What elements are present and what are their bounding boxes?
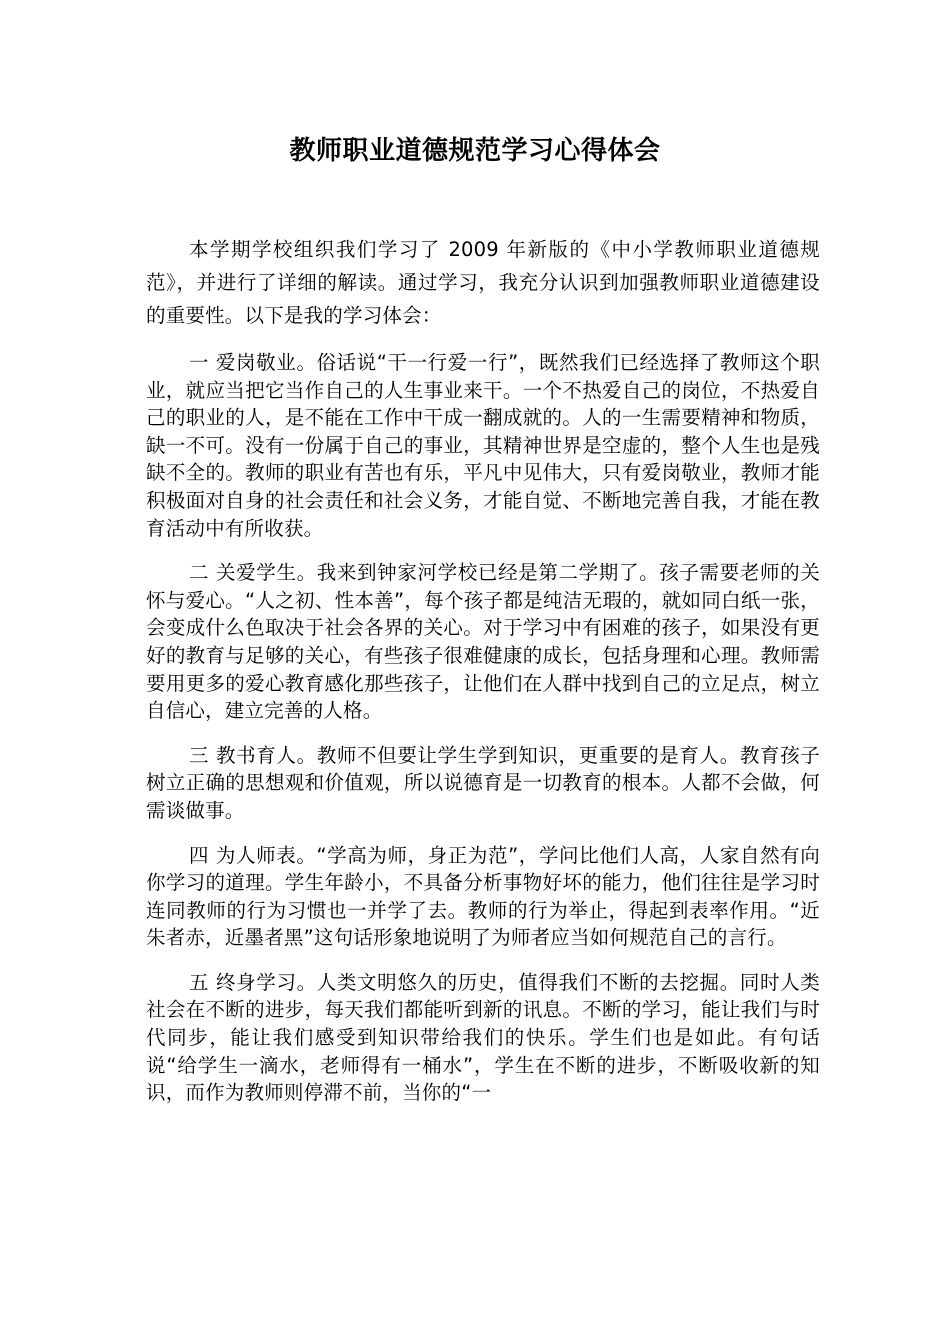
paragraph-love-job: 一 爱岗敬业。俗话说“干一行爱一行”，既然我们已经选择了教师这个职业，就应当把它当作自己的人生事业来干。一个不热爱自己的岗位，不热爱自己的职业的人，是不能在工作中干成一翻成就的。人的一生需要精神和物质，缺一不可。没有一份属于自己的事业，其精神世界是空虚的，整个人生也是残缺不全的。教师的职业有苦也有乐，平凡中见伟大，只有爱岗敬业，教师才能积极面对自身的社会责任和社会义务，才能自觉、不断地完善自我，才能在教育活动中有所收获。 bbox=[146, 351, 820, 540]
paragraph-role-model: 四 为人师表。“学高为师，身正为范”，学问比他们人高，人家自然有向你学习的道理。学生年龄小，不具备分析事物好坏的能力，他们往往是学习时连同教师的行为习惯也一并学了去。教师的行为举止，得起到表率作用。“近朱者赤，近墨者黑”这句话形象地说明了为师者应当如何规范自己的言行。 bbox=[146, 843, 820, 950]
paragraph-lifelong-learning: 五 终身学习。人类文明悠久的历史，值得我们不断的去挖掘。同时人类社会在不断的进步，每天我们都能听到新的讯息。不断的学习，能让我们与时代同步，能让我们感受到知识带给我们的快乐。学生们也是如此。有句话说“给学生一滴水，老师得有一桶水”，学生在不断的进步，不断吸收新的知识，而作为教师则停滞不前，当你的“一 bbox=[146, 970, 820, 1105]
paragraph-teach-and-educate: 三 教书育人。教师不但要让学生学到知识，更重要的是育人。教育孩子树立正确的思想观和价值观，所以说德育是一切教育的根本。人都不会做，何需谈做事。 bbox=[146, 743, 820, 822]
document-title: 教师职业道德规范学习心得体会 bbox=[289, 136, 661, 166]
paragraph-care-students: 二 关爱学生。我来到钟家河学校已经是第二学期了。孩子需要老师的关怀与爱心。“人之初、性本善”，每个孩子都是纯洁无瑕的，就如同白纸一张，会变成什么色取决于社会各界的关心。对于学习中有困难的孩子，如果没有更好的教育与足够的关心，有些孩子很难健康的成长，包括身理和心理。教师需要用更多的爱心教育感化那些孩子，让他们在人群中找到自己的立足点，树立自信心，建立完善的人格。 bbox=[146, 561, 820, 723]
document-body bbox=[146, 233, 820, 1124]
intro-paragraph: 本学期学校组织我们学习了 2009 年新版的《中小学教师职业道德规范》，并进行了详细的解读。通过学习，我充分认识到加强教师职业道德建设的重要性。以下是我的学习体会： bbox=[146, 238, 820, 327]
